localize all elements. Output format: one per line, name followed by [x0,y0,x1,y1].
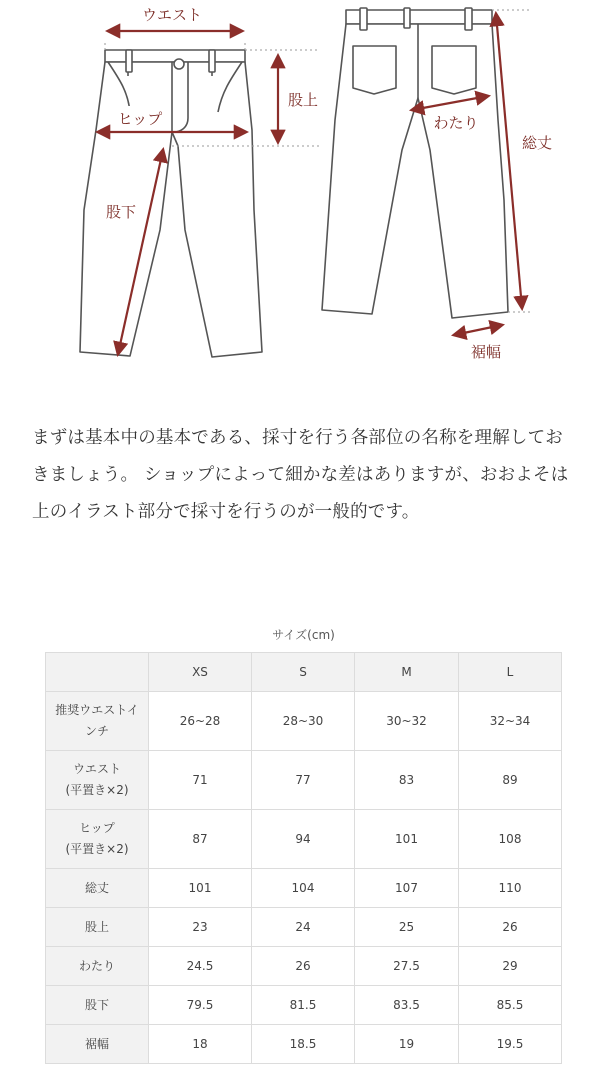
table-cell: 26~28 [149,692,252,751]
label-length: 総丈 [521,134,553,152]
table-cell: 94 [252,810,355,869]
row-label: わたり [46,947,149,986]
table-cell: 104 [252,869,355,908]
table-row [46,986,562,1025]
table-row [46,947,562,986]
table-cell: 85.5 [459,986,562,1025]
label-hip: ヒップ [117,110,163,128]
table-cell: 26 [459,908,562,947]
table-cell: 26 [252,947,355,986]
table-row [46,751,562,810]
label-rise: 股上 [287,91,319,109]
table-cell: 108 [459,810,562,869]
table-cell: 83.5 [355,986,459,1025]
row-label-text: 推奨ウエストインチ [55,703,139,738]
size-table [45,652,562,1064]
row-label: 股上 [46,908,149,947]
table-row [46,810,562,869]
table-row [46,908,562,947]
table-cell: 87 [149,810,252,869]
row-label-text: ウエスト (平置き×2) [65,762,129,797]
table-cell: 110 [459,869,562,908]
pants-measurement-diagram [0,0,607,380]
table-cell: 27.5 [355,947,459,986]
row-label: 裾幅 [46,1025,149,1064]
intro-paragraph: まずは基本中の基本である、採寸を行う各部位の名称を理解しておきましょう。 ショップによって細かな差はありますが、おおよそは上のイラスト部分で採寸を行うのが一般的です。 [32,428,569,522]
table-cell: 79.5 [149,986,252,1025]
table-cell: 30~32 [355,692,459,751]
label-hem: 裾幅 [470,343,502,361]
table-cell: 83 [355,751,459,810]
header-size: L [459,653,562,692]
row-label [46,751,149,810]
pants-back-illustration [322,8,508,318]
label-thigh: わたり [433,114,479,132]
label-inseam: 股下 [105,203,137,221]
header-size: XS [149,653,252,692]
table-cell: 23 [149,908,252,947]
intro-text [32,420,577,531]
table-row [46,1025,562,1064]
table-cell: 77 [252,751,355,810]
row-label: 股下 [46,986,149,1025]
table-cell: 18.5 [252,1025,355,1064]
header-corner [46,653,149,692]
header-size: M [355,653,459,692]
row-label: 総丈 [46,869,149,908]
table-cell: 18 [149,1025,252,1064]
table-cell: 89 [459,751,562,810]
table-cell: 24 [252,908,355,947]
table-cell: 107 [355,869,459,908]
table-row [46,692,562,751]
table-row [46,869,562,908]
table-caption: サイズ(cm) [272,628,335,642]
table-cell: 101 [355,810,459,869]
header-size: S [252,653,355,692]
table-cell: 81.5 [252,986,355,1025]
table-cell: 19.5 [459,1025,562,1064]
table-cell: 19 [355,1025,459,1064]
table-header-row [46,653,562,692]
table-cell: 24.5 [149,947,252,986]
table-cell: 28~30 [252,692,355,751]
table-cell: 25 [355,908,459,947]
row-label-text: ヒップ (平置き×2) [65,821,129,856]
label-waist: ウエスト [141,6,203,24]
hem-arrow [454,325,502,335]
table-cell: 71 [149,751,252,810]
table-cell: 32~34 [459,692,562,751]
table-cell: 101 [149,869,252,908]
row-label [46,692,149,751]
row-label [46,810,149,869]
table-cell: 29 [459,947,562,986]
